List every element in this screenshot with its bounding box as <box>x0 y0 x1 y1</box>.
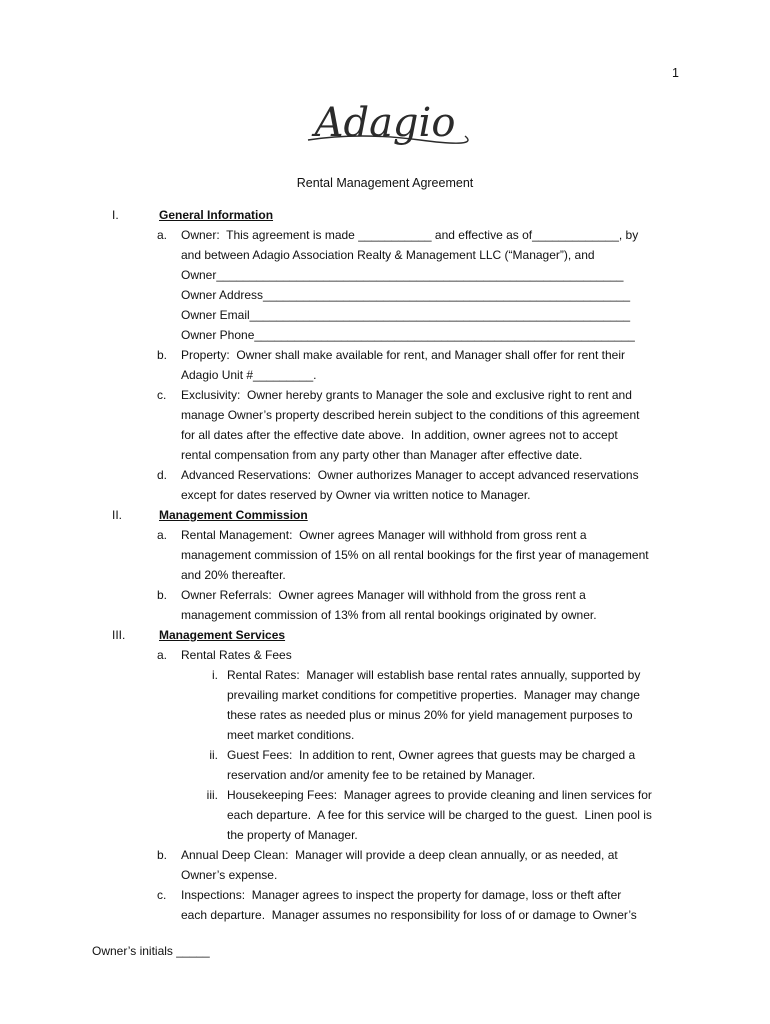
text-line: meet market conditions. <box>227 728 355 742</box>
text-line: Owner: This agreement is made ___________ and effective as of_____________, by <box>181 228 639 242</box>
section-heading: Management Commission <box>159 508 308 522</box>
item-letter: b. <box>157 588 168 602</box>
text-line: Property: Owner shall make available for rent, and Manager shall offer for rent their <box>181 348 625 362</box>
adagio-logo <box>300 96 470 156</box>
owner-phone-field: Owner Phone_________________________________________________________ <box>181 328 635 342</box>
text-line: Rental Rates & Fees <box>181 648 292 662</box>
item-letter: a. <box>157 648 168 662</box>
section-numeral: II. <box>112 508 123 522</box>
text-line: management commission of 15% on all rental bookings for the first year of management <box>181 548 649 562</box>
item-letter: d. <box>157 468 168 482</box>
text-line: prevailing market conditions for competitive properties. Manager may change <box>227 688 640 702</box>
text-line: these rates as needed plus or minus 20% for yield management purposes to <box>227 708 633 722</box>
text-line: each departure. Manager assumes no responsibility for loss of or damage to Owner’s <box>181 908 637 922</box>
subitem-numeral: ii. <box>209 748 218 762</box>
text-line: Rental Management: Owner agrees Manager will withhold from gross rent a <box>181 528 587 542</box>
text-line: Exclusivity: Owner hereby grants to Manager the sole and exclusive right to rent and <box>181 388 632 402</box>
text-line: reservation and/or amenity fee to be retained by Manager. <box>227 768 536 782</box>
item-letter: c. <box>157 388 167 402</box>
item-letter: b. <box>157 848 168 862</box>
text-line: and between Adagio Association Realty & Management LLC (“Manager”), and <box>181 248 595 262</box>
text-line: for all dates after the effective date above. In addition, owner agrees not to accept <box>181 428 618 442</box>
text-line: Guest Fees: In addition to rent, Owner agrees that guests may be charged a <box>227 748 636 762</box>
text-line: except for dates reserved by Owner via written notice to Manager. <box>181 488 531 502</box>
owner-email-field: Owner Email_________________________________________________________ <box>181 308 631 322</box>
owner-initials-footer: Owner’s initials _____ <box>92 944 210 958</box>
subitem-numeral: iii. <box>206 788 218 802</box>
owner-address-field: Owner Address_______________________________________________________ <box>181 288 631 302</box>
text-line: Inspections: Manager agrees to inspect the property for damage, loss or theft after <box>181 888 622 902</box>
document-title: Rental Management Agreement <box>296 176 474 190</box>
item-letter: b. <box>157 348 168 362</box>
page-number: 1 <box>672 66 679 80</box>
owner-field: Owner_____________________________________________________________ <box>181 268 624 282</box>
logo-text: Adagio <box>314 100 456 146</box>
text-line: Adagio Unit #_________. <box>181 368 317 382</box>
text-line: the property of Manager. <box>227 828 358 842</box>
text-line: rental compensation from any party other than Manager after effective date. <box>181 448 583 462</box>
section-heading: Management Services <box>159 628 286 642</box>
text-line: and 20% thereafter. <box>181 568 286 582</box>
section-numeral: I. <box>112 208 119 222</box>
text-line: Owner’s expense. <box>181 868 278 882</box>
text-line: each departure. A fee for this service will be charged to the guest. Linen pool is <box>227 808 652 822</box>
text-line: Housekeeping Fees: Manager agrees to provide cleaning and linen services for <box>227 788 652 802</box>
item-letter: c. <box>157 888 167 902</box>
text-line: management commission of 13% from all rental bookings originated by owner. <box>181 608 597 622</box>
subitem-numeral: i. <box>212 668 218 682</box>
text-line: Annual Deep Clean: Manager will provide a deep clean annually, or as needed, at <box>181 848 618 862</box>
text-line: Owner Referrals: Owner agrees Manager will withhold from the gross rent a <box>181 588 586 602</box>
section-numeral: III. <box>112 628 126 642</box>
text-line: manage Owner’s property described herein subject to the conditions of this agreement <box>181 408 640 422</box>
item-letter: a. <box>157 528 168 542</box>
item-letter: a. <box>157 228 168 242</box>
text-line: Advanced Reservations: Owner authorizes Manager to accept advanced reservations <box>181 468 639 482</box>
text-line: Rental Rates: Manager will establish base rental rates annually, supported by <box>227 668 641 682</box>
section-heading: General Information <box>159 208 274 222</box>
